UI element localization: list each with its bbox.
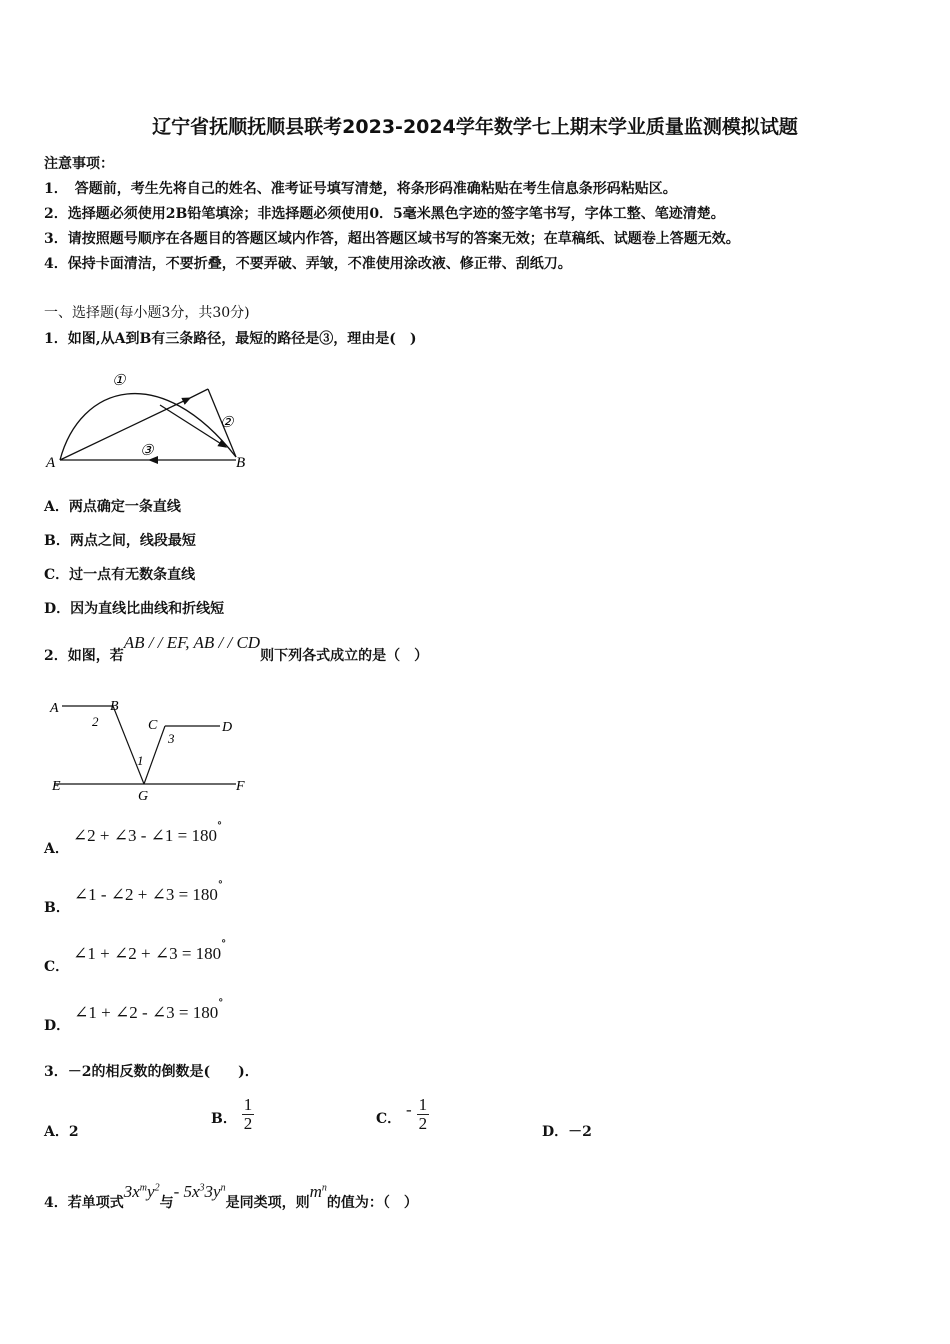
- notice-item: 3．请按照题号顺序在各题目的答题区域内作答，超出答题区域书写的答案无效；在草稿纸、试题卷上答题无效。: [44, 231, 740, 247]
- q2-prefix: 2．如图，若: [44, 648, 124, 664]
- q2-expr-d: ∠1 + ∠2 - ∠3 = 180: [74, 1003, 219, 1022]
- notice-heading: 注意事项：: [44, 156, 114, 172]
- label-path-1: ①: [112, 373, 126, 389]
- section-heading: 一、选择题(每小题3分，共30分): [44, 305, 250, 321]
- q2-option-d: D．∠1 + ∠2 - ∠3 = 180°: [44, 998, 224, 1034]
- label-g: G: [138, 789, 149, 804]
- q1-figure: [40, 365, 260, 475]
- label-d: D: [222, 720, 233, 735]
- q2-suffix: 则下列各式成立的是（ ）: [260, 648, 429, 664]
- q2-condition: AB / / EF, AB / / CD: [123, 633, 261, 652]
- q2-figure: [40, 692, 260, 804]
- angle-1: 1: [137, 753, 144, 768]
- q3-option-c: C． - $\frac{1}{2}$: [376, 1095, 428, 1133]
- q3-stem: 3．－2的相反数的倒数是( )．: [44, 1064, 259, 1080]
- q3-option-a: A．2: [44, 1124, 79, 1140]
- q3-option-b: B． $\frac{1}{2}$: [211, 1095, 253, 1133]
- q3-option-d: D．－2: [542, 1124, 592, 1140]
- q4-target: $m^n$: [309, 1182, 327, 1201]
- notice-item: 4．保持卡面清洁，不要折叠，不要弄破、弄皱，不准使用涂改液、修正带、刮纸刀。: [44, 256, 572, 272]
- q1-option-c: C．过一点有无数条直线: [44, 567, 196, 583]
- q2-option-c: C．∠1 + ∠2 + ∠3 = 180°: [44, 939, 227, 975]
- q1-option-b: B．两点之间，线段最短: [44, 533, 196, 549]
- q2-expr-b: ∠1 - ∠2 + ∠3 = 180: [73, 885, 218, 904]
- q2-option-a: A．∠2 + ∠3 - ∠1 = 180°: [44, 821, 222, 857]
- label-path-2: ②: [220, 415, 234, 431]
- angle-2: 2: [92, 714, 99, 729]
- q1-stem: 1．如图,从A到B有三条路径，最短的路径是③，理由是( ): [44, 331, 417, 347]
- label-a: A: [50, 701, 59, 716]
- path-1-arrow: [160, 405, 226, 447]
- notice-item: 2．选择题必须使用2B铅笔填涂；非选择题必须使用0．5毫米黑色字迹的签字笔书写，字体工整、笔迹清楚。: [44, 206, 725, 222]
- label-path-3: ③: [140, 443, 154, 459]
- label-c: C: [148, 718, 158, 733]
- q1-option-a: A．两点确定一条直线: [44, 499, 181, 515]
- label-b: B: [110, 699, 119, 714]
- q4-monomial-2: - $5x^33y^n$: [173, 1182, 226, 1201]
- label-a: A: [46, 455, 56, 471]
- q2-expr-a: ∠2 + ∠3 - ∠1 = 180: [72, 826, 217, 845]
- label-f: F: [236, 779, 245, 794]
- q4-monomial-1: $3x^my^2$: [123, 1182, 160, 1201]
- q2-expr-c: ∠1 + ∠2 + ∠3 = 180: [73, 944, 222, 963]
- q4-stem: 4．若单项式$3x^my^2$与- $5x^33y^n$是同类项，则$m^n$的值为：（ ）: [44, 1182, 418, 1211]
- path-2-arrow: [60, 398, 190, 460]
- label-e: E: [52, 779, 61, 794]
- q1-option-d: D．因为直线比曲线和折线短: [44, 601, 225, 617]
- q2-option-b: B．∠1 - ∠2 + ∠3 = 180°: [44, 880, 223, 916]
- notice-item: 1． 答题前，考生先将自己的姓名、准考证号填写清楚，将条形码准确粘贴在考生信息条形码粘贴区。: [44, 181, 677, 197]
- page-title: 辽宁省抚顺抚顺县联考2023-2024学年数学七上期末学业质量监测模拟试题: [152, 116, 798, 138]
- q2-stem: [44, 633, 429, 665]
- angle-3: 3: [168, 731, 175, 746]
- label-b: B: [236, 455, 246, 471]
